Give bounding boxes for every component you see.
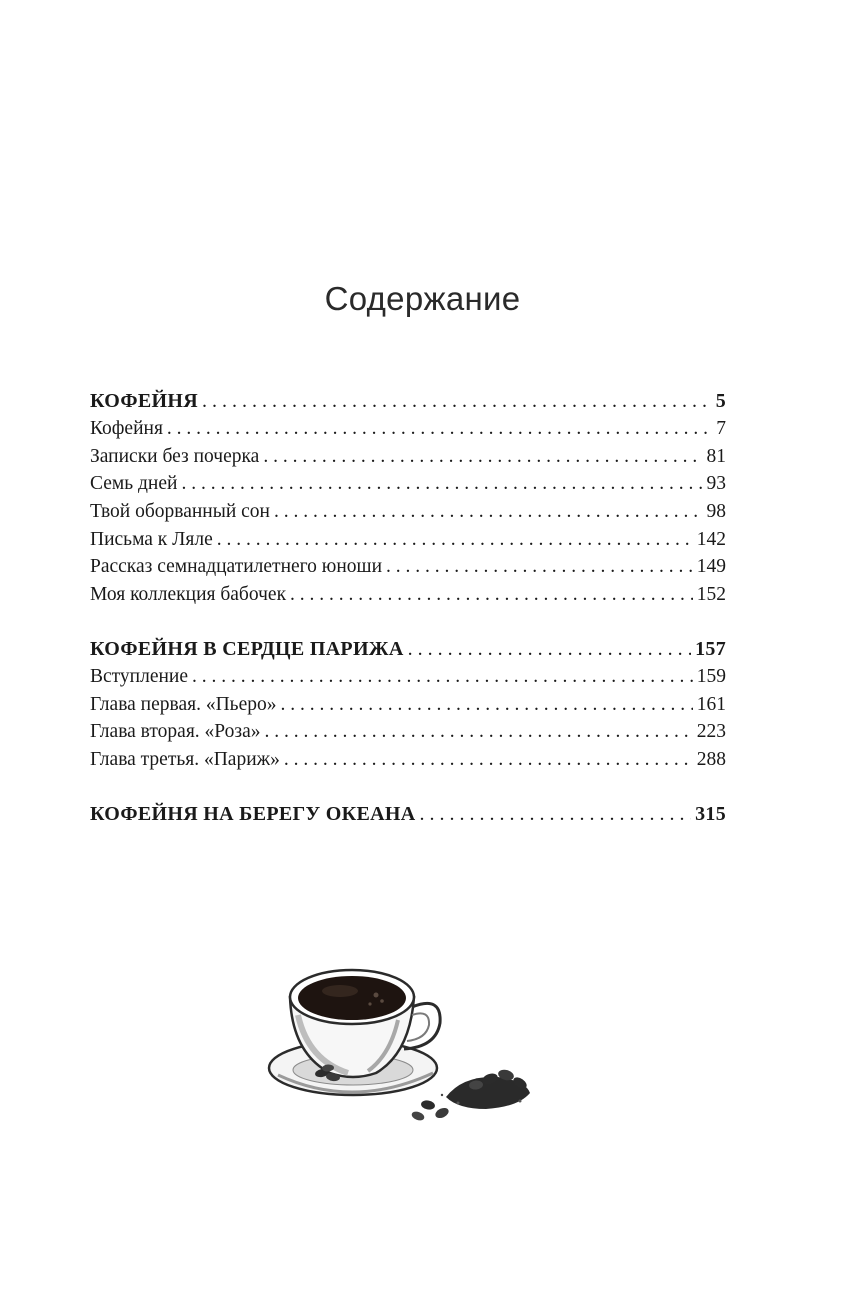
toc-section-3: [90, 803, 726, 831]
toc-entry-title: Записки без почерка: [90, 445, 260, 467]
toc-entry-title: Глава третья. «Париж»: [90, 748, 280, 770]
toc-page-number: 149: [696, 556, 726, 578]
toc-entry-title: Семь дней: [90, 473, 178, 495]
toc-part-title: КОФЕЙНЯ: [90, 390, 198, 412]
toc-entry-title: Глава вторая. «Роза»: [90, 721, 261, 743]
toc-part-title: КОФЕЙНЯ В СЕРДЦЕ ПАРИЖА: [90, 637, 404, 660]
toc-part-title: КОФЕЙНЯ НА БЕРЕГУ ОКЕАНА: [90, 802, 416, 825]
dot-leader: [217, 529, 693, 551]
dot-leader: [290, 584, 693, 606]
toc-part-row[interactable]: [90, 803, 726, 831]
toc-entry-title: Письма к Ляле: [90, 528, 213, 550]
dot-leader: [284, 749, 693, 771]
dot-leader: [167, 418, 712, 440]
toc-part-row[interactable]: [90, 638, 726, 666]
toc-page-number: 152: [696, 584, 726, 606]
toc-page-number: 223: [696, 721, 726, 743]
dot-leader: [274, 501, 703, 523]
toc-entry[interactable]: [90, 473, 726, 501]
toc-entry-title: Кофейня: [90, 418, 163, 439]
toc-page-number: 159: [696, 665, 726, 687]
toc-page-number: 161: [696, 693, 726, 715]
dot-leader: [419, 803, 691, 826]
dot-leader: [192, 666, 693, 688]
toc-entry[interactable]: [90, 501, 726, 529]
toc-page-number: 93: [706, 473, 726, 495]
toc-part-row[interactable]: [90, 390, 726, 418]
toc-page-number: 315: [695, 802, 726, 825]
toc-entry-title: Вступление: [90, 665, 189, 687]
toc-page-number: 7: [716, 418, 726, 439]
dot-leader: [386, 556, 693, 578]
toc-page-number: 142: [696, 528, 726, 550]
toc-entry[interactable]: [90, 556, 726, 584]
toc-entry[interactable]: [90, 446, 726, 474]
toc-entry[interactable]: [90, 666, 726, 694]
coffee-cup-with-beans-icon: [258, 925, 548, 1140]
toc-entry[interactable]: [90, 529, 726, 557]
toc-section-1: [90, 390, 726, 612]
toc-entry-title: Твой оборванный сон: [90, 501, 270, 523]
table-of-contents: [90, 390, 726, 857]
toc-entry[interactable]: [90, 418, 726, 446]
dot-leader: [265, 721, 693, 743]
toc-entry[interactable]: [90, 721, 726, 749]
dot-leader: [280, 694, 692, 716]
dot-leader: [202, 390, 712, 413]
page-title: Содержание: [324, 280, 521, 317]
toc-entry-title: Моя коллекция бабочек: [90, 584, 287, 606]
toc-page-number: 5: [715, 390, 726, 412]
toc-entry[interactable]: [90, 584, 726, 612]
toc-page-number: 157: [695, 637, 726, 660]
toc-page-number: 98: [706, 501, 726, 523]
toc-entry-title: Рассказ семнадцатилетнего юноши: [90, 556, 383, 578]
toc-entry[interactable]: [90, 694, 726, 722]
toc-page-number: 81: [706, 445, 726, 467]
toc-entry-title: Глава первая. «Пьеро»: [90, 693, 277, 715]
dot-leader: [181, 473, 702, 495]
dot-leader: [408, 638, 691, 661]
dot-leader: [263, 446, 702, 468]
toc-section-2: [90, 638, 726, 777]
toc-page-number: 288: [696, 748, 726, 770]
toc-entry[interactable]: [90, 749, 726, 777]
